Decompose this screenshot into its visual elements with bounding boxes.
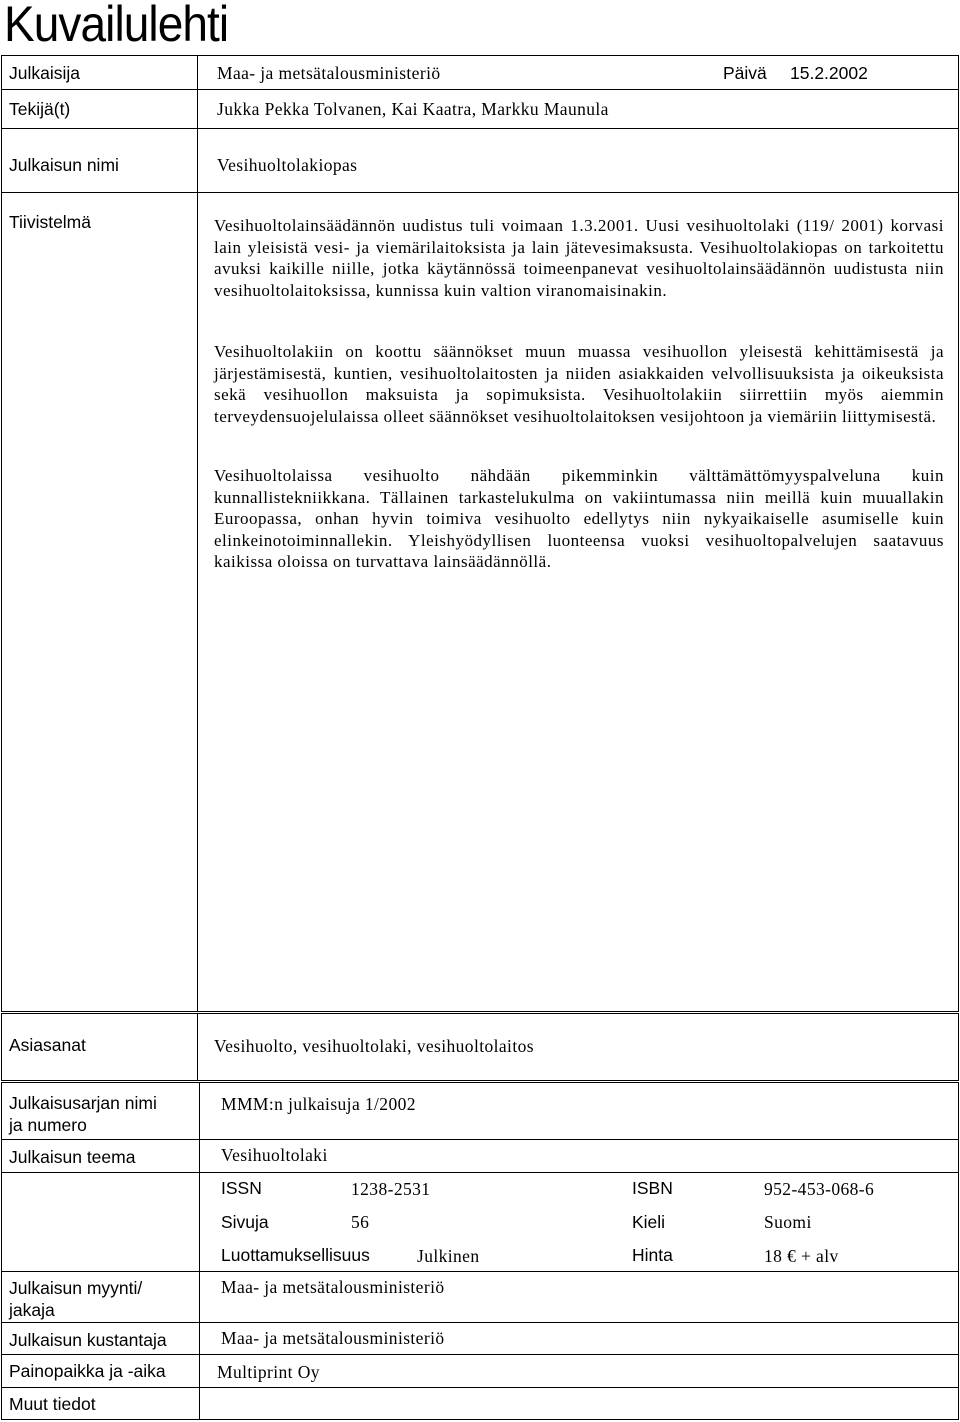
authors-label: Tekijä(t): [9, 99, 71, 119]
row-divider: [1, 1172, 959, 1173]
row-divider: [1, 1354, 959, 1355]
abstract-label: Tiivistelmä: [9, 212, 91, 232]
theme-label: Julkaisun teema: [9, 1147, 136, 1167]
confidentiality-value: Julkinen: [417, 1246, 480, 1266]
other-info-label: Muut tiedot: [9, 1394, 96, 1414]
series-label: Julkaisusarjan nimi: [9, 1093, 157, 1113]
details-column-divider: [199, 1082, 200, 1420]
row-divider: [1, 1271, 959, 1272]
series-value: MMM:n julkaisuja 1/2002: [221, 1094, 416, 1114]
row-divider: [1, 89, 959, 90]
isbn-value: 952-453-068-6: [764, 1179, 875, 1199]
series-label: ja numero: [9, 1115, 87, 1135]
keywords-label: Asiasanat: [9, 1035, 86, 1055]
publisher-cost-label: Julkaisun kustantaja: [9, 1330, 167, 1350]
language-value: Suomi: [764, 1212, 812, 1232]
keywords-column-divider: [197, 1013, 198, 1081]
publisher-cost-value: Maa- ja metsätalousministeriö: [221, 1328, 445, 1348]
date-label: Päivä: [723, 63, 767, 83]
header-column-divider: [197, 55, 198, 1012]
page-title: Kuvailulehti: [4, 0, 229, 52]
confidentiality-label: Luottamuksellisuus: [221, 1245, 370, 1265]
abstract-paragraph: Vesihuoltolainsäädännön uudistus tuli voimaan 1.3.2001. Uusi vesihuoltolaki (119/ 2001) korvasi lain yleisistä vesi- ja viemärilaitoksista ja lain jätevesimaksusta. Vesihuoltolakiopas on tarkoitettu avuksi kaikille niille, jotka käytännössä toimeenpanevat vesihuoltolainsäädännön uudistusta niin vesihuoltolaitoksissa, kunnissa kuin valtion viranomaisinakin.: [214, 216, 944, 300]
sales-value: Maa- ja metsätalousministeriö: [221, 1277, 445, 1297]
keywords-value: Vesihuolto, vesihuoltolaki, vesihuoltolaitos: [214, 1036, 534, 1056]
authors-value: Jukka Pekka Tolvanen, Kai Kaatra, Markku Maunula: [217, 99, 609, 119]
sales-label: jakaja: [9, 1300, 55, 1320]
publisher-value: Maa- ja metsätalousministeriö: [217, 63, 441, 83]
issn-label: ISSN: [221, 1178, 262, 1198]
row-divider: [1, 1387, 959, 1388]
sales-label: Julkaisun myynti/: [9, 1278, 143, 1298]
price-value: 18 € + alv: [764, 1246, 839, 1266]
pages-label: Sivuja: [221, 1212, 269, 1232]
abstract-paragraph: Vesihuoltolaissa vesihuolto nähdään pikemminkin välttämättömyyspalveluna kuin kunnallistekniikkana. Tällainen tarkastelukulma on vakiintumassa niin meillä kuin muuallakin Euroopassa, onhan hyvin toimiva vesihuolto edellytys niin nykyaikaiselle asumiselle kuin elinkeinotoiminnallekin. Yleishyödyllisen luonteensa vuoksi vesihuoltopalvelujen saatavuus kaikissa oloissa on turvattava lainsäädännöllä.: [214, 466, 944, 572]
row-divider: [1, 192, 959, 193]
publication-name-value: Vesihuoltolakiopas: [217, 155, 358, 175]
abstract-paragraph: Vesihuoltolakiin on koottu säännökset muun muassa vesihuollon yleisestä kehittämisestä ja järjestämisestä, kuntien, vesihuoltolaitosten ja niiden asiakkaiden velvollisuuksista ja oikeuksista sekä vesihuollon maksuista ja sopimuksista. Vesihuoltolakiin siirrettiin myös aiemmin terveydensuojelulaissa olleet säännökset vesihuoltolaitoksen vesijohtoon ja viemäriin liittymisestä.: [214, 342, 944, 426]
theme-value: Vesihuoltolaki: [221, 1145, 328, 1165]
publication-name-label: Julkaisun nimi: [9, 155, 119, 175]
pages-value: 56: [351, 1212, 370, 1232]
printer-label: Painopaikka ja -aika: [9, 1361, 166, 1381]
publisher-label: Julkaisija: [9, 63, 80, 83]
row-divider: [1, 1322, 959, 1323]
price-label: Hinta: [632, 1245, 673, 1265]
printer-value: Multiprint Oy: [217, 1362, 320, 1382]
row-divider: [1, 1139, 959, 1140]
issn-value: 1238-2531: [351, 1179, 431, 1199]
language-label: Kieli: [632, 1212, 666, 1232]
date-value: 15.2.2002: [790, 63, 868, 83]
isbn-label: ISBN: [632, 1178, 673, 1198]
row-divider: [1, 128, 959, 129]
